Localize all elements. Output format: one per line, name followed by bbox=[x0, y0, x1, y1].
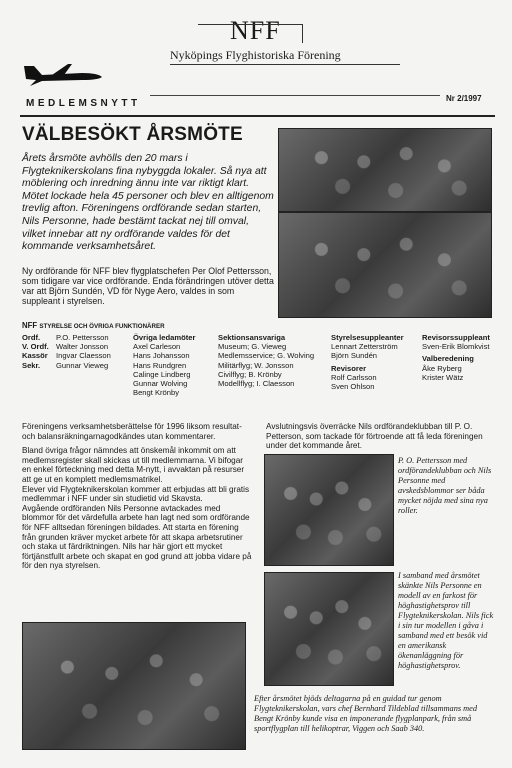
paragraph: Bland övriga frågor nämndes att önskemål inkommit om att medlemsregister skall skickas ut till medlemmarna. Vi bifogar en enkel förteckning med detta M-nytt, i avvaktan på resurser att ge ut en komplett medlemsmatrikel. bbox=[22, 446, 245, 484]
article-intro: Ny ordförande för NFF blev flygplatschefen Per Olof Pettersson, som tidigare var vice ordförande. Enda förändringen utöver detta var att Björn Sundén, VD för Nyge Aero, valdes in som suppleant i styrelsen. bbox=[22, 266, 274, 306]
issue-number: Nr 2/1997 bbox=[446, 94, 482, 103]
members-heading: Övriga ledamöter bbox=[133, 333, 196, 342]
deputies-list bbox=[331, 333, 421, 391]
model-gift-caption: I samband med årsmötet skänkte Nils Personne en modell av en farkost för höghastighetsprov till Flygteknikerskolan. Nils fick i sin tur modellen i gåva i samband med ett besök vid en amerikansk ökenanläggning för höghastighetsprov. bbox=[398, 571, 494, 670]
meeting-photo-top bbox=[278, 128, 492, 212]
officer-row bbox=[22, 342, 134, 351]
paragraph: Elever vid Flygteknikerskolan kommer att erbjudas att bli gratis medlemmar i NFF under sin studietid vid Skavsta. bbox=[22, 484, 250, 504]
board-heading-text: STYRELSE OCH ÖVRIGA FUNKTIONÄRER bbox=[39, 323, 165, 330]
officer-row bbox=[22, 351, 134, 360]
association-name: Nyköpings Flyghistoriska Förening bbox=[170, 48, 341, 62]
section-item: Museum; G. Vieweg bbox=[218, 342, 287, 352]
section-item: Civilflyg; B. Krönby bbox=[218, 369, 282, 379]
header-divider-bold bbox=[20, 115, 495, 117]
auditor-deputy-name: Sven-Erik Blomkvist bbox=[422, 342, 490, 352]
section-item: Medlemsservice; G. Wolving bbox=[218, 351, 315, 361]
auditor-name: Rolf Carlsson bbox=[331, 372, 377, 382]
officer-role: Sekr. bbox=[22, 360, 41, 370]
officer-row bbox=[22, 333, 134, 342]
member-name: Bengt Krönby bbox=[133, 388, 180, 398]
paragraph: Föreningens verksamhetsberättelse för 1996 liksom resultat- och balansräkningarnagodkändes utan kommentarer. bbox=[22, 422, 242, 441]
newsletter-title: MEDLEMSNYTT bbox=[26, 98, 141, 109]
auditor-deputy-list bbox=[422, 333, 502, 382]
model-gift-photo bbox=[264, 572, 394, 686]
article-lead: Årets årsmöte avhölls den 20 mars i Flygteknikerskolans fina nybyggda lokaler. Så nya att möblering och inredning ännu inte var riktigt klart. Mötet lockade hela 45 personer och blev en alltigenom trevlig afton. Föreningens ordförande sedan starten, Nils Personne, hade bestämt tackat nej till omval, vilket innebar att ny ordförande valdes för det kommande verksamhetsåret. bbox=[22, 153, 274, 253]
nomination-heading: Valberedening bbox=[422, 354, 474, 364]
officers-list bbox=[22, 333, 134, 370]
header-divider bbox=[150, 95, 440, 96]
officer-row bbox=[22, 361, 134, 370]
meeting-photo-bottom bbox=[278, 212, 492, 318]
officer-role: Ordf. bbox=[22, 333, 41, 342]
jet-aircraft-icon bbox=[22, 60, 104, 88]
officer-role: V. Ordf. bbox=[22, 342, 49, 352]
section-item: Militärflyg; W. Jonsson bbox=[218, 360, 294, 370]
deputy-name: Lennart Zetterström bbox=[331, 342, 398, 352]
nff-logo: NFF bbox=[230, 16, 281, 45]
auditors-heading: Revisorer bbox=[331, 363, 367, 373]
deputy-name: Björn Sundén bbox=[331, 351, 378, 361]
page-header bbox=[0, 0, 512, 110]
member-name: Calinge Lindberg bbox=[133, 369, 191, 379]
nomination-name: Åke Ryberg bbox=[422, 363, 462, 373]
sections-heading: Sektionsansvariga bbox=[218, 333, 286, 342]
article-headline: VÄLBESÖKT ÅRSMÖTE bbox=[22, 124, 243, 145]
section-item: Modellflyg; I. Claesson bbox=[218, 379, 295, 389]
member-name: Hans Rundgren bbox=[133, 360, 187, 370]
header-rule bbox=[170, 64, 400, 65]
paragraph: Avgående ordföranden Nils Personne avtackades med blommor för det värdefulla arbete han lagt ned som ordförande för NFF alltsedan föreningen bildades. Att starta en förening från grunden kräver mycket arbete för att skapa arbetsrutiner och staka ut färdriktningen. Nils har här gjort ett mycket förtjänstfullt arbete och skapat en god grund att jobba vidare på för den nya styrelsen. bbox=[22, 503, 252, 571]
board-heading bbox=[22, 321, 165, 330]
auditor-deputy-heading: Revisorssuppleant bbox=[422, 333, 490, 342]
member-name: Axel Carleson bbox=[133, 342, 181, 352]
board-heading-org: NFF bbox=[22, 321, 38, 330]
officer-name: P.O. Pettersson bbox=[56, 333, 109, 342]
aircraft-tour-caption: Efter årsmötet bjöds deltagarna på en guidad tur genom Flygteknikerskolan, vars chef Bernhard Tildeblad tillsammans med Bengt Krönby kunde visa en imponerande flygplanpark, från små sportflygplan till helikoptrar, Viggen och Saab 340. bbox=[254, 694, 477, 733]
officer-name: Walter Jonsson bbox=[56, 342, 109, 352]
sections-list bbox=[218, 333, 330, 388]
aircraft-tour-photo bbox=[22, 622, 246, 750]
logo-frame bbox=[198, 24, 303, 43]
auditor-name: Sven Ohlson bbox=[331, 382, 375, 392]
members-list bbox=[133, 333, 218, 397]
member-name: Gunnar Wolving bbox=[133, 379, 188, 389]
officer-role: Kassör bbox=[22, 351, 48, 361]
deputies-heading: Styrelsesuppleanter bbox=[331, 333, 404, 342]
handover-photo bbox=[264, 454, 394, 566]
officer-name: Gunnar Vieweg bbox=[56, 360, 109, 370]
left-column bbox=[22, 422, 254, 571]
handover-caption: P. O. Pettersson med ordförandeklubban och Nils Personne med avskedsblommor ser båda mycket nöjda med sina nya roller. bbox=[398, 456, 492, 515]
member-name: Hans Johansson bbox=[133, 351, 190, 361]
officer-name: Ingvar Claesson bbox=[56, 351, 111, 361]
nomination-name: Krister Wätz bbox=[422, 372, 464, 382]
right-column-text: Avslutningsvis överräcke Nils ordförandeklubban till P. O. Petterson, som tackade för förtroende att få leda föreningen under det kommande året. bbox=[266, 422, 483, 451]
